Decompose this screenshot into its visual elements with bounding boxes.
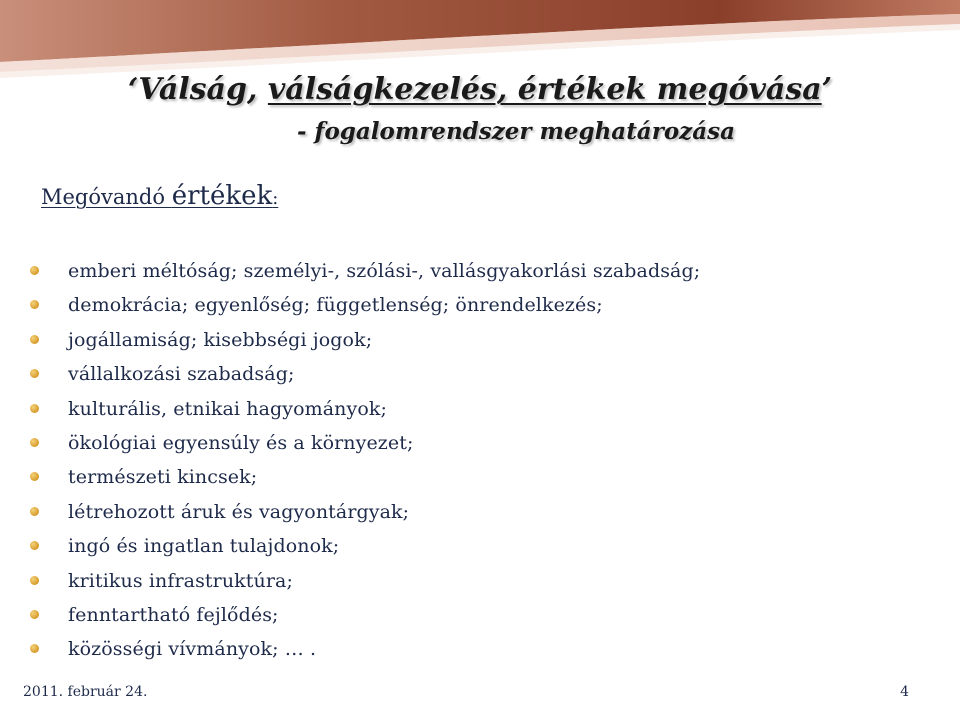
bullet-dot-icon (30, 541, 39, 550)
list-item-text: természeti kincsek; (68, 466, 258, 489)
title-part-2: válságkezelés, értékek megóvása (267, 72, 822, 107)
list-item (30, 288, 700, 322)
list-item (30, 529, 700, 563)
bullet-dot-icon (30, 438, 39, 447)
title-close-quote: ’ (821, 72, 833, 107)
list-item-text: közösségi vívmányok; … . (68, 638, 317, 661)
section-heading-part-2: értékek (171, 181, 273, 211)
list-item (30, 564, 700, 598)
list-item (30, 598, 700, 632)
values-list (30, 254, 700, 667)
list-item-text: jogállamiság; kisebbségi jogok; (68, 328, 373, 351)
bullet-dot-icon (30, 472, 39, 481)
list-item-text: kritikus infrastruktúra; (68, 569, 293, 592)
list-item-text: vállalkozási szabadság; (68, 363, 295, 386)
title-part-1: Válság (138, 72, 247, 107)
section-heading (41, 181, 278, 211)
list-item-text: ingó és ingatlan tulajdonok; (68, 535, 340, 558)
bullet-dot-icon (30, 266, 39, 275)
footer-date: 2011. február 24. (23, 684, 148, 700)
list-item (30, 426, 700, 460)
list-item-text: fenntartható fejlődés; (68, 603, 279, 626)
list-item (30, 632, 700, 666)
title-open-quote: ‘ (127, 72, 139, 107)
bullet-dot-icon (30, 404, 39, 413)
list-item (30, 254, 700, 288)
list-item (30, 460, 700, 494)
bullet-dot-icon (30, 335, 39, 344)
bullet-dot-icon (30, 300, 39, 309)
slide-title (0, 72, 960, 107)
list-item-text: létrehozott áruk és vagyontárgyak; (68, 500, 410, 523)
list-item-text: demokrácia; egyenlőség; függetlenség; önrendelkezés; (68, 294, 603, 317)
section-heading-part-1: Megóvandó (41, 185, 172, 209)
page-number: 4 (900, 684, 909, 700)
list-item (30, 495, 700, 529)
list-item (30, 392, 700, 426)
bullet-dot-icon (30, 507, 39, 516)
list-item (30, 323, 700, 357)
bullet-dot-icon (30, 610, 39, 619)
list-item-text: ökológiai egyensúly és a környezet; (68, 431, 414, 454)
section-heading-part-3: : (272, 188, 279, 209)
slide-subtitle: - fogalomrendszer meghatározása (297, 118, 735, 145)
title-separator: , (246, 72, 268, 107)
list-item-text: kulturális, etnikai hagyományok; (68, 397, 388, 420)
bullet-dot-icon (30, 369, 39, 378)
list-item-text: emberi méltóság; személyi-, szólási-, vallásgyakorlási szabadság; (68, 260, 701, 282)
list-item (30, 357, 700, 391)
bullet-dot-icon (30, 576, 39, 585)
bullet-dot-icon (30, 644, 39, 653)
